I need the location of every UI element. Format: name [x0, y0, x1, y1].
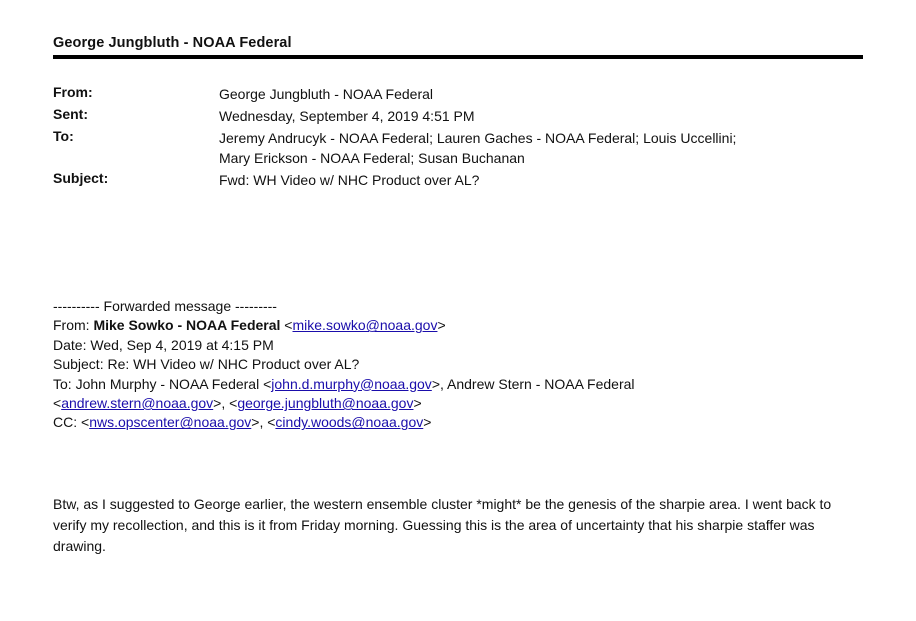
forward-to-line [53, 375, 873, 394]
forward-to-mid: >, Andrew Stern - NOAA Federal [431, 375, 635, 392]
to-line-1: Jeremy Andrucyk - NOAA Federal; Lauren Gaches - NOAA Federal; Louis Uccellini; [219, 130, 737, 146]
from-row [53, 84, 853, 106]
to-line-2: Mary Erickson - NOAA Federal; Susan Buchanan [219, 150, 525, 166]
forward-cc-line: CC: <nws.opscenter@noaa.gov>, <cindy.woods@noaa.gov> [53, 414, 432, 431]
sender-heading: George Jungbluth - NOAA Federal [53, 35, 292, 51]
forward-subject-line: Subject: Re: WH Video w/ NHC Product over AL? [53, 356, 360, 373]
forward-to-prefix: To: John Murphy - NOAA Federal < [53, 375, 272, 392]
email-metadata [53, 84, 853, 192]
sent-value: Wednesday, September 4, 2019 4:51 PM [219, 108, 475, 124]
from-label: From: [53, 84, 93, 100]
forward-from-prefix: From: [53, 317, 94, 334]
subject-label: Subject: [53, 170, 109, 186]
cc-email-link-1[interactable]: nws.opscenter@noaa.gov [89, 414, 252, 431]
cc-email-link-2[interactable]: cindy.woods@noaa.gov [275, 414, 424, 431]
forwarded-message [53, 297, 873, 433]
to-row [53, 128, 853, 170]
to-email-link-3[interactable]: george.jungbluth@noaa.gov [237, 395, 414, 412]
subject-value: Fwd: WH Video w/ NHC Product over AL? [219, 172, 480, 188]
forward-date-line: Date: Wed, Sep 4, 2019 at 4:15 PM [53, 336, 274, 353]
to-value [219, 128, 853, 170]
forward-from-name: Mike Sowko - NOAA Federal [93, 317, 281, 334]
header-rule [53, 55, 863, 59]
to-email-link-1[interactable]: john.d.murphy@noaa.gov [271, 375, 432, 392]
sent-label: Sent: [53, 106, 88, 122]
forward-to-line-2: <andrew.stern@noaa.gov>, <george.jungbluth@noaa.gov> [53, 395, 422, 412]
sent-row [53, 106, 853, 128]
forward-from-email-link[interactable]: mike.sowko@noaa.gov [292, 317, 438, 334]
forward-cc-prefix: CC: < [53, 414, 90, 431]
message-body: Btw, as I suggested to George earlier, the western ensemble cluster *might* be the genesis of the sharpie area. I went back to verify my recollection, and this is it from Friday morning. Guessing this is the area of uncertainty that his sharpie staffer was drawing. [53, 496, 832, 554]
to-label: To: [53, 128, 74, 144]
forward-separator: ---------- Forwarded message --------- [53, 298, 277, 314]
forward-from-line: From: Mike Sowko - NOAA Federal <mike.sowko@noaa.gov> [53, 317, 446, 334]
to-email-link-2[interactable]: andrew.stern@noaa.gov [61, 395, 214, 412]
subject-row [53, 170, 853, 192]
from-value: George Jungbluth - NOAA Federal [219, 86, 434, 102]
